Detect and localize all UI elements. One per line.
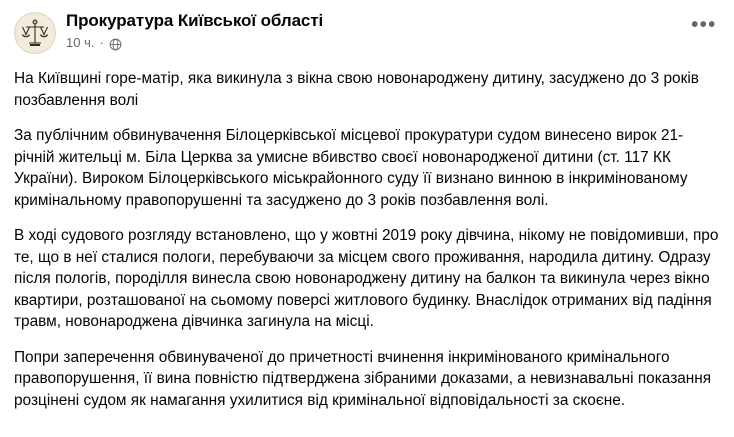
globe-icon[interactable] bbox=[109, 38, 122, 51]
post-header-text bbox=[66, 10, 323, 51]
post-paragraph: Попри заперечення обвинуваченої до причетності вчинення інкримінованого кримінального правопорушення, її вина повністю підтверджена зібраними доказами, а невизнавальні показання розцінені судом як намагання ухилитися від кримінальної відповідальності за скоєне. bbox=[14, 348, 712, 409]
avatar[interactable] bbox=[14, 12, 56, 54]
post-paragraph: В ході судового розгляду встановлено, що у жовтні 2019 року дівчина, нікому не повідомивши, про те, що в неї сталися пологи, перебуваючи за місцем свого проживання, народила дитину. Одразу після пологів, породілля винесла свою новонароджену дитину на балкон та викинула через вікно квартири, розташованої на сьомому поверсі житлового будинку. Внаслідок отриманих від падіння травм, новонароджена дівчинка загинула на місці. bbox=[14, 227, 719, 330]
post-body bbox=[0, 60, 734, 411]
post-options-button[interactable]: ••• bbox=[691, 14, 717, 36]
prosecutor-emblem-icon bbox=[15, 13, 55, 53]
post-paragraph: За публічним обвинувачення Білоцерківської місцевої прокуратури судом винесено вирок 21-річній жительці м. Біла Церква за умисне вбивство своєї новонародженої дитини (ст. 117 КК України). Вироком Білоцерківського міськрайонного суду її визнано винною в інкримінованому кримінальному правопорушенні та засуджено до 3 років позбавлення волі. bbox=[14, 127, 688, 209]
page-name-link[interactable]: Прокуратура Київської області bbox=[66, 11, 324, 30]
post-timestamp[interactable]: 10 ч. bbox=[66, 35, 95, 50]
post-meta bbox=[66, 35, 323, 51]
post-paragraph-headline: На Київщині горе-матір, яка викинула з вікна свою новонароджену дитину, засуджено до 3 років позбавлення волі bbox=[14, 70, 699, 109]
post-header bbox=[0, 0, 734, 60]
meta-separator: · bbox=[99, 35, 104, 50]
